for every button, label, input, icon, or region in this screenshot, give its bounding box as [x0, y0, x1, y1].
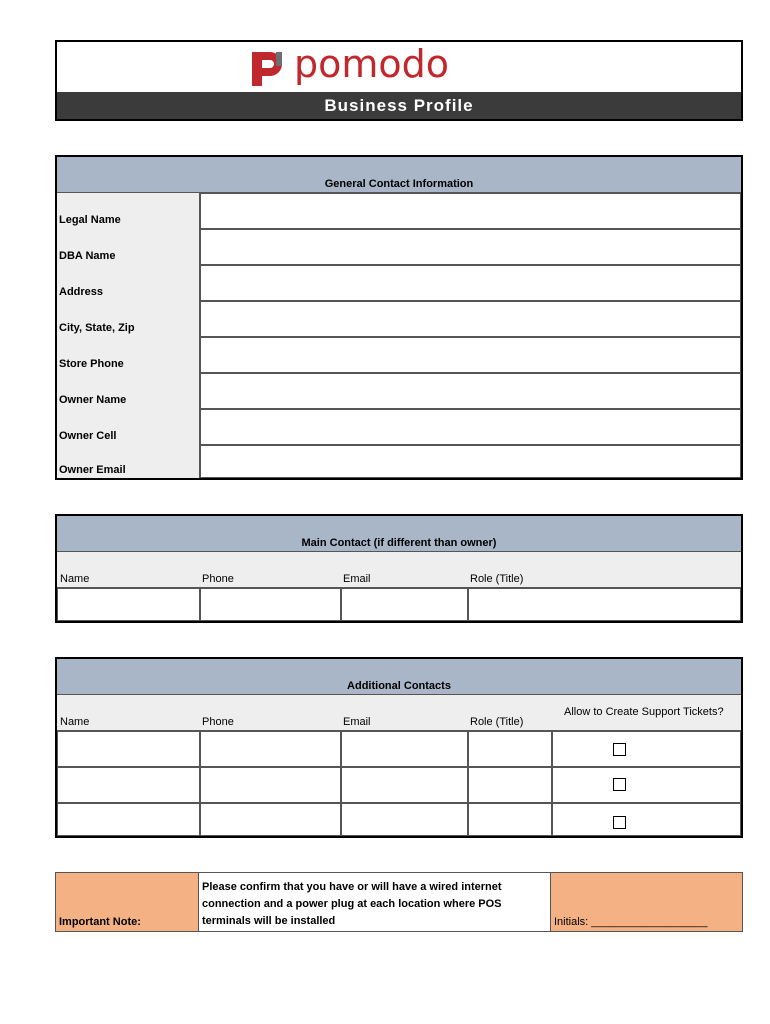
owner-email-field[interactable]: [200, 445, 741, 478]
note-label-cell: [56, 873, 199, 931]
add-col-support: Allow to Create Support Tickets?: [564, 706, 724, 718]
main-contact-column-row: [57, 552, 741, 588]
main-role-field[interactable]: [468, 588, 741, 621]
add-row3-name[interactable]: [57, 803, 200, 836]
add-row2-support: [552, 767, 741, 803]
general-heading: General Contact Information: [324, 178, 474, 190]
main-col-role: Role (Title): [470, 573, 524, 585]
dba-name-label: DBA Name: [59, 250, 116, 262]
additional-heading-bar: [57, 659, 741, 695]
add-col-name: Name: [60, 716, 90, 728]
support-checkbox-3[interactable]: [613, 816, 626, 829]
main-col-name: Name: [60, 573, 90, 585]
main-phone-field[interactable]: [200, 588, 341, 621]
main-col-email: Email: [343, 573, 371, 585]
add-col-role: Role (Title): [470, 716, 524, 728]
important-note: [55, 872, 743, 932]
dba-name-field[interactable]: [200, 229, 741, 265]
legal-name-label: Legal Name: [59, 214, 121, 226]
general-rows: [57, 193, 741, 478]
add-row2-email[interactable]: [341, 767, 468, 803]
add-row3-role[interactable]: [468, 803, 552, 836]
logo-text: pomodo: [294, 42, 450, 86]
note-label: Important Note:: [59, 916, 141, 928]
note-text-line-1: Please confirm that you have or will have a wired internet: [202, 881, 502, 893]
initials-cell[interactable]: [551, 873, 742, 931]
add-row2-role[interactable]: [468, 767, 552, 803]
add-row3-email[interactable]: [341, 803, 468, 836]
additional-contacts-section: [55, 657, 743, 838]
city-state-zip-field[interactable]: [200, 301, 741, 337]
add-row1-support: [552, 731, 741, 767]
add-row1-phone[interactable]: [200, 731, 341, 767]
owner-name-label: Owner Name: [59, 394, 127, 406]
legal-name-field[interactable]: [200, 193, 741, 229]
add-row2-phone[interactable]: [200, 767, 341, 803]
add-row2-name[interactable]: [57, 767, 200, 803]
add-row1-role[interactable]: [468, 731, 552, 767]
owner-cell-label: Owner Cell: [59, 430, 117, 442]
additional-heading: Additional Contacts: [347, 680, 451, 692]
note-text-line-3: terminals will be installed: [202, 915, 336, 927]
main-col-phone: Phone: [202, 573, 234, 585]
main-contact-heading-bar: [57, 516, 741, 552]
owner-email-label: Owner Email: [59, 464, 126, 476]
owner-name-field[interactable]: [200, 373, 741, 409]
header-box: [55, 40, 743, 121]
store-phone-field[interactable]: [200, 337, 741, 373]
initials-field: Initials: ___________________: [554, 916, 708, 928]
page-title: Business Profile: [324, 96, 474, 115]
owner-cell-field[interactable]: [200, 409, 741, 445]
add-row3-support: [552, 803, 741, 836]
city-state-zip-label: City, State, Zip: [59, 322, 135, 334]
main-contact-heading: Main Contact (if different than owner): [301, 537, 497, 549]
add-col-phone: Phone: [202, 716, 234, 728]
logo: [250, 42, 470, 90]
add-row1-name[interactable]: [57, 731, 200, 767]
add-col-email: Email: [343, 716, 371, 728]
general-section: [55, 155, 743, 480]
main-contact-section: [55, 514, 743, 623]
support-checkbox-1[interactable]: [613, 743, 626, 756]
add-row1-email[interactable]: [341, 731, 468, 767]
add-row3-phone[interactable]: [200, 803, 341, 836]
general-heading-bar: [57, 157, 741, 193]
additional-column-row: [57, 695, 741, 731]
address-field[interactable]: [200, 265, 741, 301]
main-name-field[interactable]: [57, 588, 200, 621]
title-bar: [57, 92, 741, 119]
main-email-field[interactable]: [341, 588, 468, 621]
address-label: Address: [59, 286, 104, 298]
pomodo-logo-mark: [250, 48, 290, 88]
support-checkbox-2[interactable]: [613, 778, 626, 791]
store-phone-label: Store Phone: [59, 358, 124, 370]
note-text-line-2: connection and a power plug at each location where POS: [202, 898, 502, 910]
note-text-cell: [199, 873, 551, 931]
